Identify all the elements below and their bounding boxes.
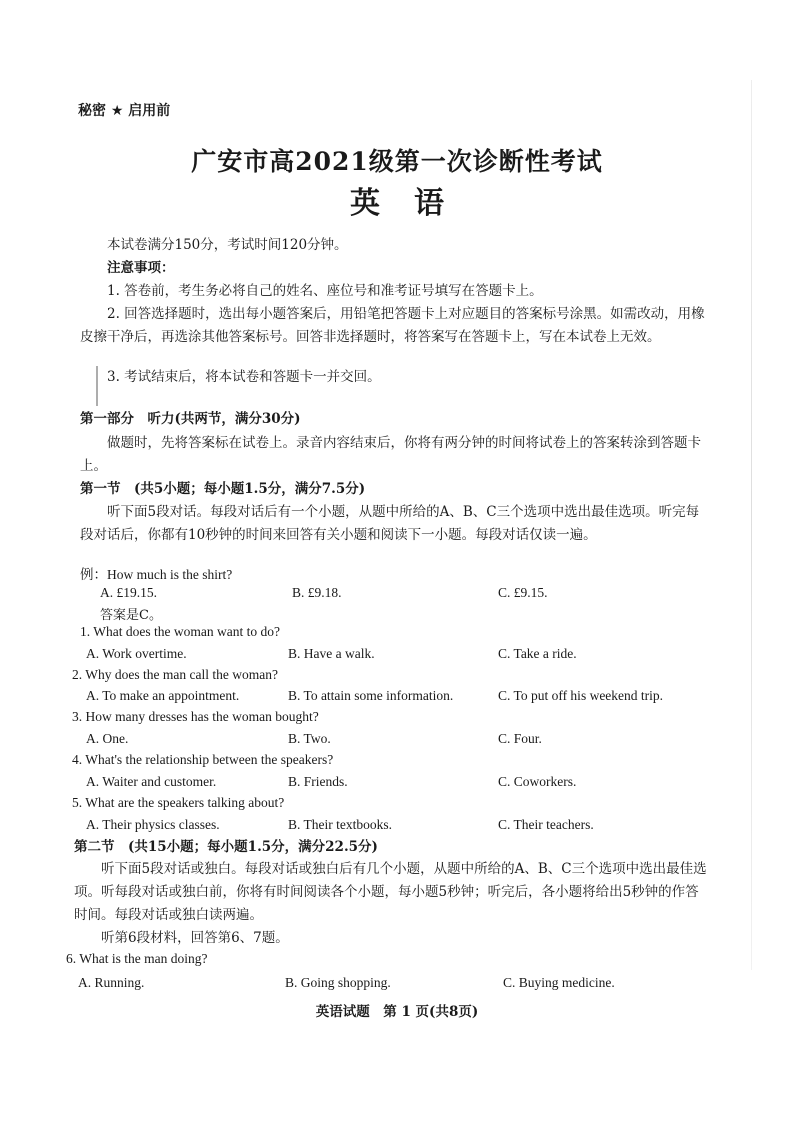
question-2: 2. Why does the man call the woman? [72, 667, 278, 682]
note-1: 1. 答卷前，考生务必将自己的姓名、座位号和准考证号填写在答题卡上。 [107, 283, 543, 299]
q1-option-b: B. Have a walk. [288, 646, 375, 661]
material-note: 听第6段材料，回答第6、7题。 [101, 930, 289, 946]
page-footer: 英语试题 第 1 页(共8页) [315, 1004, 479, 1020]
q3-option-a: A. One. [86, 731, 129, 746]
q5-option-b: B. Their textbooks. [288, 817, 392, 832]
part1-heading: 第一部分 听力(共两节，满分30分) [80, 411, 301, 427]
section1-intro: 听下面5段对话。每段对话后有一个小题，从题中所给的A、B、C三个选项中选出最佳选项。听完每段对话后，你都有10秒钟的时间来回答有关小题和阅读下一小题。每段对话仅读一遍。 [80, 504, 700, 543]
note-2: 2. 回答选择题时，选出每小题答案后，用铅笔把答题卡上对应题目的答案标号涂黑。如需改动，用橡皮擦干净后，再选涂其他答案标号。回答非选择题时，将答案写在答题卡上，写在本试卷上无效。 [80, 306, 705, 345]
q3-option-b: B. Two. [288, 731, 331, 746]
part1-intro: 做题时，先将答案标在试卷上。录音内容结束后，你将有两分钟的时间将试卷上的答案转涂到答题卡上。 [80, 435, 701, 474]
confidential-label: 秘密 ★ 启用前 [78, 103, 171, 119]
q3-option-c: C. Four. [498, 731, 542, 746]
example-option-a: A. £19.15. [100, 585, 157, 600]
q4-option-c: C. Coworkers. [498, 774, 577, 789]
q4-option-b: B. Friends. [288, 774, 348, 789]
q6-option-c: C. Buying medicine. [503, 975, 615, 990]
q4-option-a: A. Waiter and customer. [86, 774, 217, 789]
question-6: 6. What is the man doing? [66, 951, 208, 966]
q6-option-a: A. Running. [78, 975, 145, 990]
question-4: 4. What's the relationship between the speakers? [72, 752, 334, 767]
q1-option-c: C. Take a ride. [498, 646, 577, 661]
note-3: 3. 考试结束后，将本试卷和答题卡一并交回。 [107, 369, 381, 385]
question-5: 5. What are the speakers talking about? [72, 795, 285, 810]
example-option-c: C. £9.15. [498, 585, 548, 600]
q5-option-c: C. Their teachers. [498, 817, 594, 832]
q2-option-b: B. To attain some information. [288, 688, 454, 703]
example-question: 例：How much is the shirt? [80, 567, 233, 582]
q6-option-b: B. Going shopping. [285, 975, 391, 990]
example-option-b: B. £9.18. [292, 585, 342, 600]
q1-option-a: A. Work overtime. [86, 646, 187, 661]
q2-option-a: A. To make an appointment. [86, 688, 240, 703]
section2-intro: 听下面5段对话或独白。每段对话或独白后有几个小题，从题中所给的A、B、C三个选项中选出最佳选项。听每段对话或独白前，你将有时间阅读各个小题，每小题5秒钟；听完后，各小题将给出5秒钟的作答时间。每段对话或独白读两遍。 [74, 861, 707, 923]
notes-heading: 注意事项： [107, 260, 175, 276]
exam-title: 广安市高2021级第一次诊断性考试 [191, 147, 603, 176]
q2-option-c: C. To put off his weekend trip. [498, 688, 664, 703]
subject-title: 英语 [350, 186, 478, 221]
section1-heading: 第一节 (共5小题；每小题1.5分，满分7.5分) [80, 481, 366, 497]
exam-intro: 本试卷满分150分，考试时间120分钟。 [107, 237, 348, 253]
question-3: 3. How many dresses has the woman bought? [72, 709, 319, 724]
example-answer: 答案是C。 [100, 608, 162, 623]
question-1: 1. What does the woman want to do? [80, 624, 280, 639]
q5-option-a: A. Their physics classes. [86, 817, 220, 832]
section2-heading: 第二节 (共15小题；每小题1.5分，满分22.5分) [74, 839, 378, 855]
